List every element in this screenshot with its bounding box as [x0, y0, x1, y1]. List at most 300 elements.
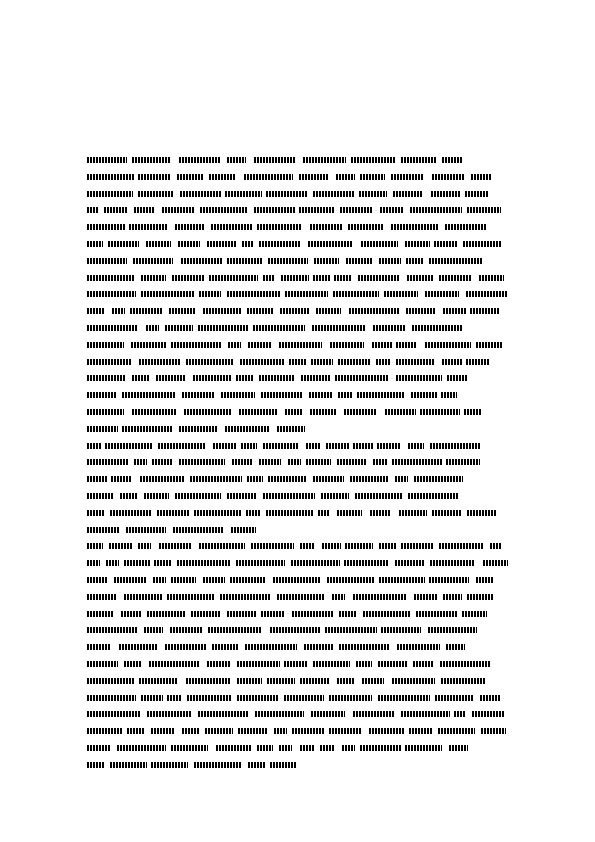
word-glyph-run [268, 476, 307, 482]
word-glyph-run [209, 174, 236, 180]
word-glyph-run [146, 241, 171, 247]
text-line [87, 337, 509, 354]
text-line [87, 673, 509, 690]
word-glyph-run [87, 426, 118, 432]
word-glyph-run [355, 493, 402, 499]
word-glyph-run [106, 560, 119, 566]
word-glyph-run [379, 577, 425, 583]
word-glyph-run [405, 745, 442, 751]
word-glyph-run [490, 543, 502, 549]
word-glyph-run [330, 342, 364, 348]
word-glyph-run [280, 308, 310, 314]
word-glyph-run [147, 711, 192, 717]
word-glyph-run [344, 409, 377, 415]
word-glyph-run [261, 611, 284, 617]
word-glyph-run [211, 224, 252, 230]
word-glyph-run [216, 745, 251, 751]
word-glyph-run [463, 241, 502, 247]
word-glyph-run [299, 207, 334, 213]
word-glyph-run [191, 611, 221, 617]
text-line [87, 757, 509, 774]
word-glyph-run [132, 409, 177, 415]
word-glyph-run [248, 342, 272, 348]
word-glyph-run [439, 275, 471, 281]
word-glyph-run [379, 258, 401, 264]
text-line [87, 538, 509, 555]
word-glyph-run [401, 711, 450, 717]
word-glyph-run [87, 577, 107, 583]
word-glyph-run [285, 409, 303, 415]
word-glyph-run [167, 594, 215, 600]
word-glyph-run [87, 661, 118, 667]
word-glyph-run [289, 359, 307, 365]
word-glyph-run [345, 543, 373, 549]
word-glyph-run [385, 409, 416, 415]
word-glyph-run [177, 560, 230, 566]
word-glyph-run [87, 308, 105, 314]
text-line [87, 286, 509, 303]
word-glyph-run [231, 527, 256, 533]
word-glyph-run [186, 678, 230, 684]
word-glyph-run [438, 728, 475, 734]
word-glyph-run [87, 745, 111, 751]
word-glyph-run [203, 308, 241, 314]
word-glyph-run [87, 459, 128, 465]
text-line [87, 639, 509, 656]
word-glyph-run [476, 577, 494, 583]
text-line [87, 152, 509, 169]
text-line [87, 572, 509, 589]
word-glyph-run [227, 493, 256, 499]
word-glyph-run [411, 392, 437, 398]
word-glyph-run [153, 577, 166, 583]
word-glyph-run [147, 611, 185, 617]
word-glyph-run [122, 392, 175, 398]
word-glyph-run [279, 342, 322, 348]
word-glyph-run [334, 275, 351, 281]
word-glyph-run [314, 258, 339, 264]
word-glyph-run [253, 325, 305, 331]
word-glyph-run [87, 291, 136, 297]
word-glyph-run [208, 627, 262, 633]
word-glyph-run [428, 627, 477, 633]
text-line [87, 219, 509, 236]
word-glyph-run [462, 611, 487, 617]
word-glyph-run [87, 342, 124, 348]
word-glyph-run [87, 527, 119, 533]
word-glyph-run [259, 375, 294, 381]
word-glyph-run [207, 661, 230, 667]
word-glyph-run [416, 611, 458, 617]
word-glyph-run [466, 359, 489, 365]
word-glyph-run [432, 174, 464, 180]
text-line [87, 253, 509, 270]
word-glyph-run [131, 342, 167, 348]
word-glyph-run [122, 426, 173, 432]
word-glyph-run [284, 661, 307, 667]
word-glyph-run [353, 711, 394, 717]
text-line [87, 454, 509, 471]
word-glyph-run [430, 560, 475, 566]
text-line [87, 589, 509, 606]
word-glyph-run [373, 459, 388, 465]
word-glyph-run [193, 375, 231, 381]
text-line [87, 622, 509, 639]
word-glyph-run [134, 207, 155, 213]
word-glyph-run [181, 258, 222, 264]
word-glyph-run [349, 308, 400, 314]
word-glyph-run [199, 291, 221, 297]
word-glyph-run [313, 275, 330, 281]
word-glyph-run [313, 661, 350, 667]
word-glyph-run [471, 174, 492, 180]
word-glyph-run [175, 493, 221, 499]
word-glyph-run [134, 459, 147, 465]
word-glyph-run [348, 224, 384, 230]
word-glyph-run [194, 762, 241, 768]
word-glyph-run [312, 325, 366, 331]
word-glyph-run [198, 325, 248, 331]
word-glyph-run [186, 359, 233, 365]
word-glyph-run [180, 191, 221, 197]
word-glyph-run [141, 695, 163, 701]
word-glyph-run [336, 174, 355, 180]
word-glyph-run [313, 476, 344, 482]
word-glyph-run [480, 695, 501, 701]
word-glyph-run [407, 275, 434, 281]
word-glyph-run [273, 577, 320, 583]
word-glyph-run [110, 762, 147, 768]
word-glyph-run [396, 342, 417, 348]
word-glyph-run [472, 711, 505, 717]
word-glyph-run [132, 375, 149, 381]
word-glyph-run [241, 443, 257, 449]
word-glyph-run [87, 275, 134, 281]
word-glyph-run [270, 762, 296, 768]
word-glyph-run [187, 695, 232, 701]
word-glyph-run [340, 207, 373, 213]
word-glyph-run [310, 409, 337, 415]
word-glyph-run [303, 157, 346, 163]
word-glyph-run [247, 476, 263, 482]
word-glyph-run [199, 543, 245, 549]
word-glyph-run [87, 375, 126, 381]
word-glyph-run [87, 241, 103, 247]
word-glyph-run [257, 224, 302, 230]
word-glyph-run [140, 476, 185, 482]
text-line [87, 740, 509, 757]
word-glyph-run [318, 510, 330, 516]
word-glyph-run [144, 627, 163, 633]
word-glyph-run [169, 308, 196, 314]
word-glyph-run [344, 560, 389, 566]
word-glyph-run [380, 207, 404, 213]
word-glyph-run [311, 359, 333, 365]
word-glyph-run [227, 291, 280, 297]
word-glyph-run [310, 224, 343, 230]
word-glyph-run [401, 543, 433, 549]
word-glyph-run [87, 224, 125, 230]
word-glyph-run [430, 443, 480, 449]
word-glyph-run [442, 157, 463, 163]
text-line [87, 606, 509, 623]
word-glyph-run [266, 510, 313, 516]
word-glyph-run [443, 594, 462, 600]
word-glyph-run [454, 711, 466, 717]
word-glyph-run [445, 224, 486, 230]
text-line [87, 656, 509, 673]
word-glyph-run [109, 543, 132, 549]
word-glyph-run [429, 258, 482, 264]
text-line [87, 236, 509, 253]
word-glyph-run [124, 661, 142, 667]
word-glyph-run [447, 375, 467, 381]
word-glyph-run [397, 644, 440, 650]
word-glyph-run [414, 594, 438, 600]
word-glyph-run [337, 678, 354, 684]
word-glyph-run [254, 207, 295, 213]
word-glyph-run [167, 695, 182, 701]
word-glyph-run [285, 291, 328, 297]
word-glyph-run [301, 375, 331, 381]
word-glyph-run [337, 459, 367, 465]
word-glyph-run [288, 459, 301, 465]
word-glyph-run [320, 745, 334, 751]
text-line [87, 438, 509, 455]
word-glyph-run [87, 493, 114, 499]
word-glyph-run [87, 543, 103, 549]
word-glyph-run [130, 308, 163, 314]
text-line [87, 303, 509, 320]
word-glyph-run [119, 644, 158, 650]
word-glyph-run [198, 711, 248, 717]
word-glyph-run [87, 762, 104, 768]
word-glyph-run [356, 661, 372, 667]
word-glyph-run [171, 745, 208, 751]
word-glyph-run [434, 241, 457, 247]
word-glyph-run [87, 644, 111, 650]
word-glyph-run [220, 594, 270, 600]
word-glyph-run [316, 308, 341, 314]
word-glyph-run [466, 291, 507, 297]
word-glyph-run [112, 308, 125, 314]
word-glyph-run [149, 661, 199, 667]
word-glyph-run [443, 308, 466, 314]
text-line [87, 723, 509, 740]
text-line [87, 505, 509, 522]
word-glyph-run [246, 510, 261, 516]
word-glyph-run [291, 560, 340, 566]
word-glyph-run [357, 392, 405, 398]
word-glyph-run [326, 443, 349, 449]
text-line [87, 522, 509, 539]
word-glyph-run [205, 728, 233, 734]
word-glyph-run [132, 157, 171, 163]
word-glyph-run [263, 275, 275, 281]
word-glyph-run [156, 375, 186, 381]
word-glyph-run [248, 762, 266, 768]
word-glyph-run [401, 157, 437, 163]
word-glyph-run [442, 359, 462, 365]
word-glyph-run [87, 627, 137, 633]
text-line [87, 555, 509, 572]
word-glyph-run [479, 275, 504, 281]
word-glyph-run [146, 325, 159, 331]
word-glyph-run [300, 543, 314, 549]
word-glyph-run [292, 611, 334, 617]
word-glyph-run [311, 711, 345, 717]
text-line [87, 202, 509, 219]
word-glyph-run [236, 560, 285, 566]
word-glyph-run [321, 493, 349, 499]
word-glyph-run [376, 359, 391, 365]
word-glyph-run [399, 510, 427, 516]
word-glyph-run [279, 745, 292, 751]
word-glyph-run [158, 443, 206, 449]
word-glyph-run [111, 476, 132, 482]
word-glyph-run [212, 644, 238, 650]
word-glyph-run [439, 543, 484, 549]
word-glyph-run [209, 275, 258, 281]
word-glyph-run [200, 207, 248, 213]
word-glyph-run [87, 594, 116, 600]
word-glyph-run [141, 291, 194, 297]
word-glyph-run [337, 510, 362, 516]
word-glyph-run [251, 543, 294, 549]
word-glyph-run [470, 308, 499, 314]
word-glyph-run [281, 275, 309, 281]
word-glyph-run [406, 258, 423, 264]
word-glyph-run [87, 611, 114, 617]
word-glyph-run [396, 375, 442, 381]
word-glyph-run [446, 459, 480, 465]
word-glyph-run [338, 392, 352, 398]
word-glyph-run [266, 191, 307, 197]
word-glyph-run [114, 577, 147, 583]
word-glyph-run [410, 207, 462, 213]
word-glyph-run [227, 157, 246, 163]
word-glyph-run [440, 661, 491, 667]
word-glyph-run [162, 207, 194, 213]
word-glyph-run [179, 157, 220, 163]
word-glyph-run [449, 745, 468, 751]
text-line [87, 488, 509, 505]
word-glyph-run [139, 359, 181, 365]
word-glyph-run [151, 762, 188, 768]
word-glyph-run [259, 241, 301, 247]
word-glyph-run [236, 375, 253, 381]
word-glyph-run [467, 207, 501, 213]
word-glyph-run [87, 392, 116, 398]
word-glyph-run [261, 392, 302, 398]
word-glyph-run [225, 426, 270, 432]
text-line [87, 169, 509, 186]
word-glyph-run [104, 207, 128, 213]
word-glyph-run [154, 560, 172, 566]
word-glyph-run [408, 443, 424, 449]
word-glyph-run [304, 644, 333, 650]
word-glyph-run [242, 241, 254, 247]
word-glyph-run [292, 728, 324, 734]
word-glyph-run [338, 359, 370, 365]
word-glyph-run [363, 611, 410, 617]
word-glyph-run [391, 174, 424, 180]
word-glyph-run [464, 409, 482, 415]
word-glyph-run [255, 711, 304, 717]
text-line [87, 690, 509, 707]
word-glyph-run [105, 443, 152, 449]
word-glyph-run [425, 342, 471, 348]
word-glyph-run [270, 627, 321, 633]
word-glyph-run [346, 258, 373, 264]
word-glyph-run [431, 191, 461, 197]
word-glyph-run [358, 275, 400, 281]
word-glyph-run [228, 342, 241, 348]
word-glyph-run [322, 543, 341, 549]
word-glyph-run [247, 308, 274, 314]
word-glyph-run [370, 510, 391, 516]
word-glyph-run [395, 476, 408, 482]
word-glyph-run [360, 174, 385, 180]
word-glyph-run [476, 342, 502, 348]
word-glyph-run [237, 661, 280, 667]
word-glyph-run [351, 157, 396, 163]
word-glyph-run [173, 527, 224, 533]
word-glyph-run [232, 459, 253, 465]
word-glyph-run [313, 191, 354, 197]
word-glyph-run [325, 627, 377, 633]
word-glyph-run [87, 157, 127, 163]
word-glyph-run [467, 510, 496, 516]
word-glyph-run [227, 611, 256, 617]
word-glyph-run [227, 258, 263, 264]
word-glyph-run [353, 594, 407, 600]
word-glyph-run [157, 510, 189, 516]
word-glyph-run [110, 510, 152, 516]
text-line [87, 387, 509, 404]
text-line [87, 186, 509, 203]
word-glyph-run [342, 745, 355, 751]
word-glyph-run [406, 308, 435, 314]
word-glyph-run [178, 241, 200, 247]
word-glyph-run [152, 459, 172, 465]
word-glyph-run [171, 342, 221, 348]
text-line [87, 320, 509, 337]
word-glyph-run [369, 728, 404, 734]
word-glyph-run [446, 644, 465, 650]
word-glyph-run [87, 728, 122, 734]
word-glyph-run [87, 174, 134, 180]
word-glyph-run [267, 678, 295, 684]
word-glyph-run [171, 577, 196, 583]
word-glyph-run [395, 560, 425, 566]
word-glyph-run [87, 409, 124, 415]
word-glyph-run [300, 678, 330, 684]
word-glyph-run [350, 476, 389, 482]
word-glyph-run [332, 594, 345, 600]
word-glyph-run [239, 409, 278, 415]
text-line [87, 404, 509, 421]
word-glyph-run [254, 157, 296, 163]
word-glyph-run [435, 695, 474, 701]
word-glyph-run [353, 443, 373, 449]
word-glyph-run [359, 191, 387, 197]
word-glyph-run [117, 745, 166, 751]
word-glyph-run [139, 678, 178, 684]
word-glyph-run [425, 291, 459, 297]
word-glyph-run [87, 560, 100, 566]
word-glyph-run [182, 392, 214, 398]
